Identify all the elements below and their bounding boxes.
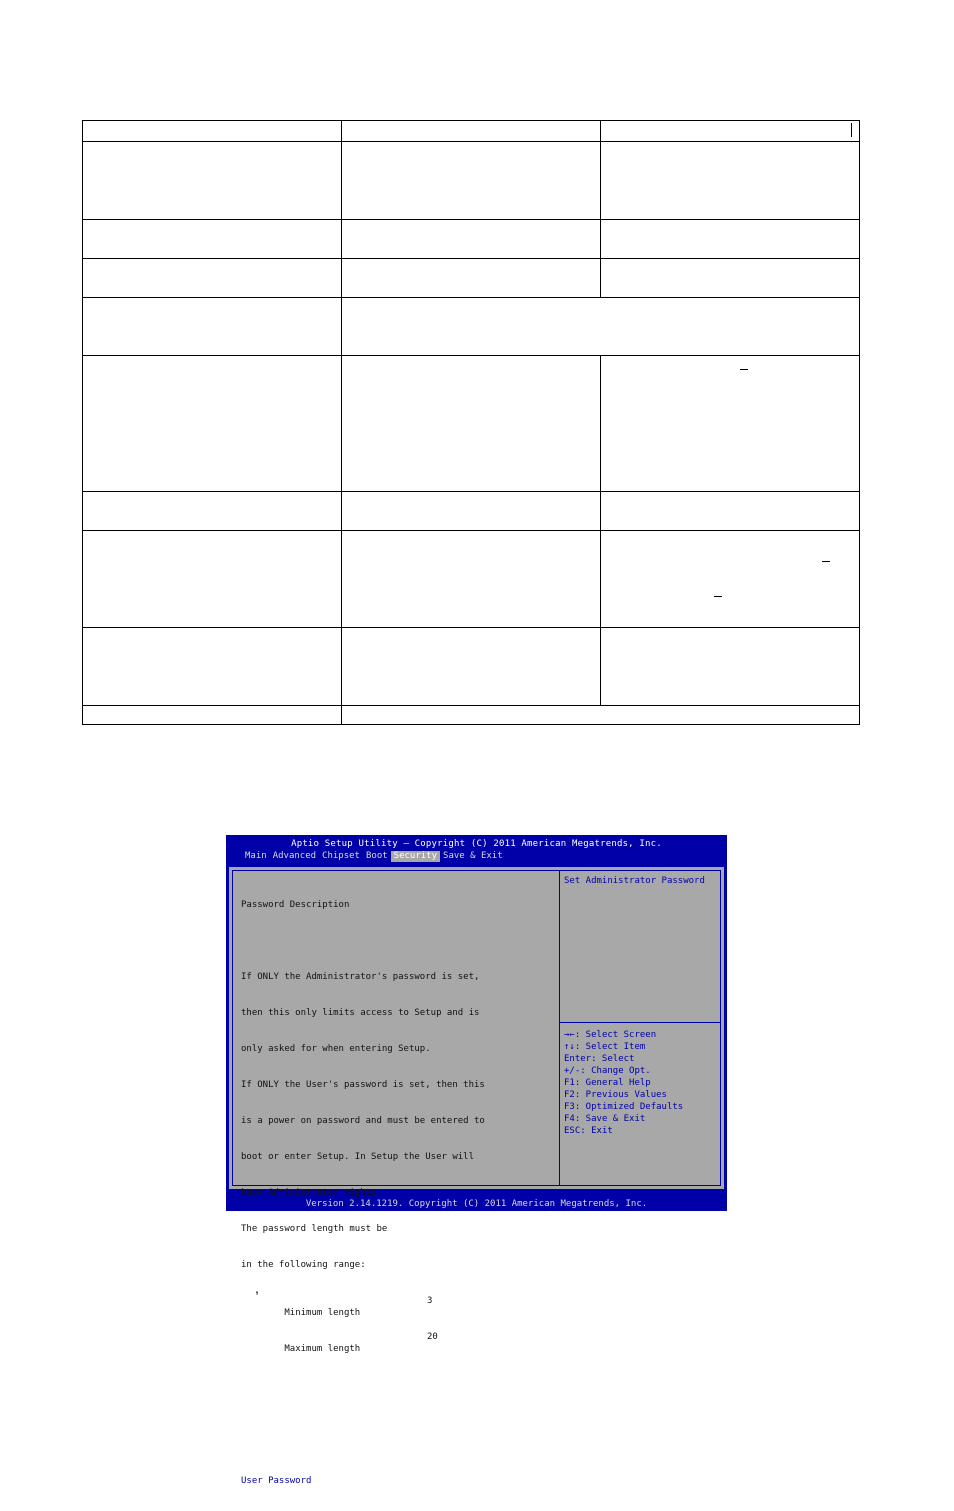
bios-menu-bar <box>242 851 506 862</box>
key-legend <box>564 1029 683 1137</box>
description-line: If ONLY the User's password is set, then this <box>241 1080 485 1090</box>
minimum-length-row <box>241 1295 561 1318</box>
key-legend-row: ESC: Exit <box>564 1126 613 1136</box>
menu-tab-security[interactable]: Security <box>391 851 440 862</box>
row-divider <box>83 297 859 298</box>
maximum-length-value: 20 <box>427 1332 438 1342</box>
description-line: If ONLY the Administrator's password is set, <box>241 972 480 982</box>
bios-footer: Version 2.14.1219. Copyright (C) 2011 American Megatrends, Inc. <box>305 1199 648 1209</box>
key-legend-row: F1: General Help <box>564 1078 651 1088</box>
key-legend-row: F2: Previous Values <box>564 1090 667 1100</box>
administrator-password-item[interactable]: Administrator Password <box>241 1440 361 1450</box>
menu-tab-chipset[interactable]: Chipset <box>322 851 360 861</box>
description-line: Password Description <box>241 900 350 910</box>
user-password-item[interactable]: User Password <box>241 1476 312 1486</box>
menu-tab-main[interactable]: Main <box>245 851 267 861</box>
key-legend-row: F3: Optimized Defaults <box>564 1102 684 1112</box>
column-divider <box>600 121 601 297</box>
bios-title: Aptio Setup Utility – Copyright (C) 2011 American Megatrends, Inc. <box>291 839 662 849</box>
menu-tab-boot[interactable]: Boot <box>365 851 388 861</box>
maximum-length-label: Maximum length <box>284 1344 361 1354</box>
column-divider <box>600 355 601 705</box>
description-line: is a power on password and must be entered to <box>241 1116 485 1126</box>
description-line: boot or enter Setup. In Setup the User will <box>241 1152 474 1162</box>
key-legend-row: ↑↓: Select Item <box>564 1042 646 1052</box>
column-divider <box>341 121 342 725</box>
description-line: then this only limits access to Setup and is <box>241 1008 480 1018</box>
row-divider <box>83 530 859 531</box>
row-divider <box>83 219 859 220</box>
blank-line <box>241 1367 561 1379</box>
stray-comma: , <box>255 1280 259 1296</box>
dash-mark <box>822 561 830 562</box>
minimum-length-label: Minimum length <box>284 1308 361 1318</box>
help-separator <box>560 1022 721 1023</box>
description-line: only asked for when entering Setup. <box>241 1044 431 1054</box>
row-divider <box>83 258 859 259</box>
key-legend-row: F4: Save & Exit <box>564 1114 646 1124</box>
key-legend-row: →←: Select Screen <box>564 1030 657 1040</box>
dash-mark <box>740 369 748 370</box>
key-legend-row: +/-: Change Opt. <box>564 1066 651 1076</box>
maximum-length-row <box>241 1331 561 1354</box>
row-divider <box>83 627 859 628</box>
dash-mark <box>714 596 722 597</box>
item-help-text: Set Administrator Password <box>564 876 705 886</box>
row-divider <box>83 355 859 356</box>
row-divider <box>83 491 859 492</box>
password-description <box>241 875 561 1511</box>
description-line: have Administrator rights. <box>241 1188 382 1198</box>
settings-table <box>82 120 860 725</box>
header-tick-mark <box>851 123 852 137</box>
menu-tab-save-exit[interactable]: Save & Exit <box>443 851 503 861</box>
bios-setup-screen <box>226 835 727 1486</box>
blank-line <box>241 1403 561 1415</box>
description-line: The password length must be <box>241 1224 388 1234</box>
key-legend-row: Enter: Select <box>564 1054 635 1064</box>
menu-tab-advanced[interactable]: Advanced <box>272 851 317 861</box>
table-header-row <box>83 121 859 142</box>
row-divider <box>83 705 859 706</box>
minimum-length-value: 3 <box>427 1296 433 1306</box>
description-line: in the following range: <box>241 1260 366 1270</box>
description-line <box>241 935 561 947</box>
